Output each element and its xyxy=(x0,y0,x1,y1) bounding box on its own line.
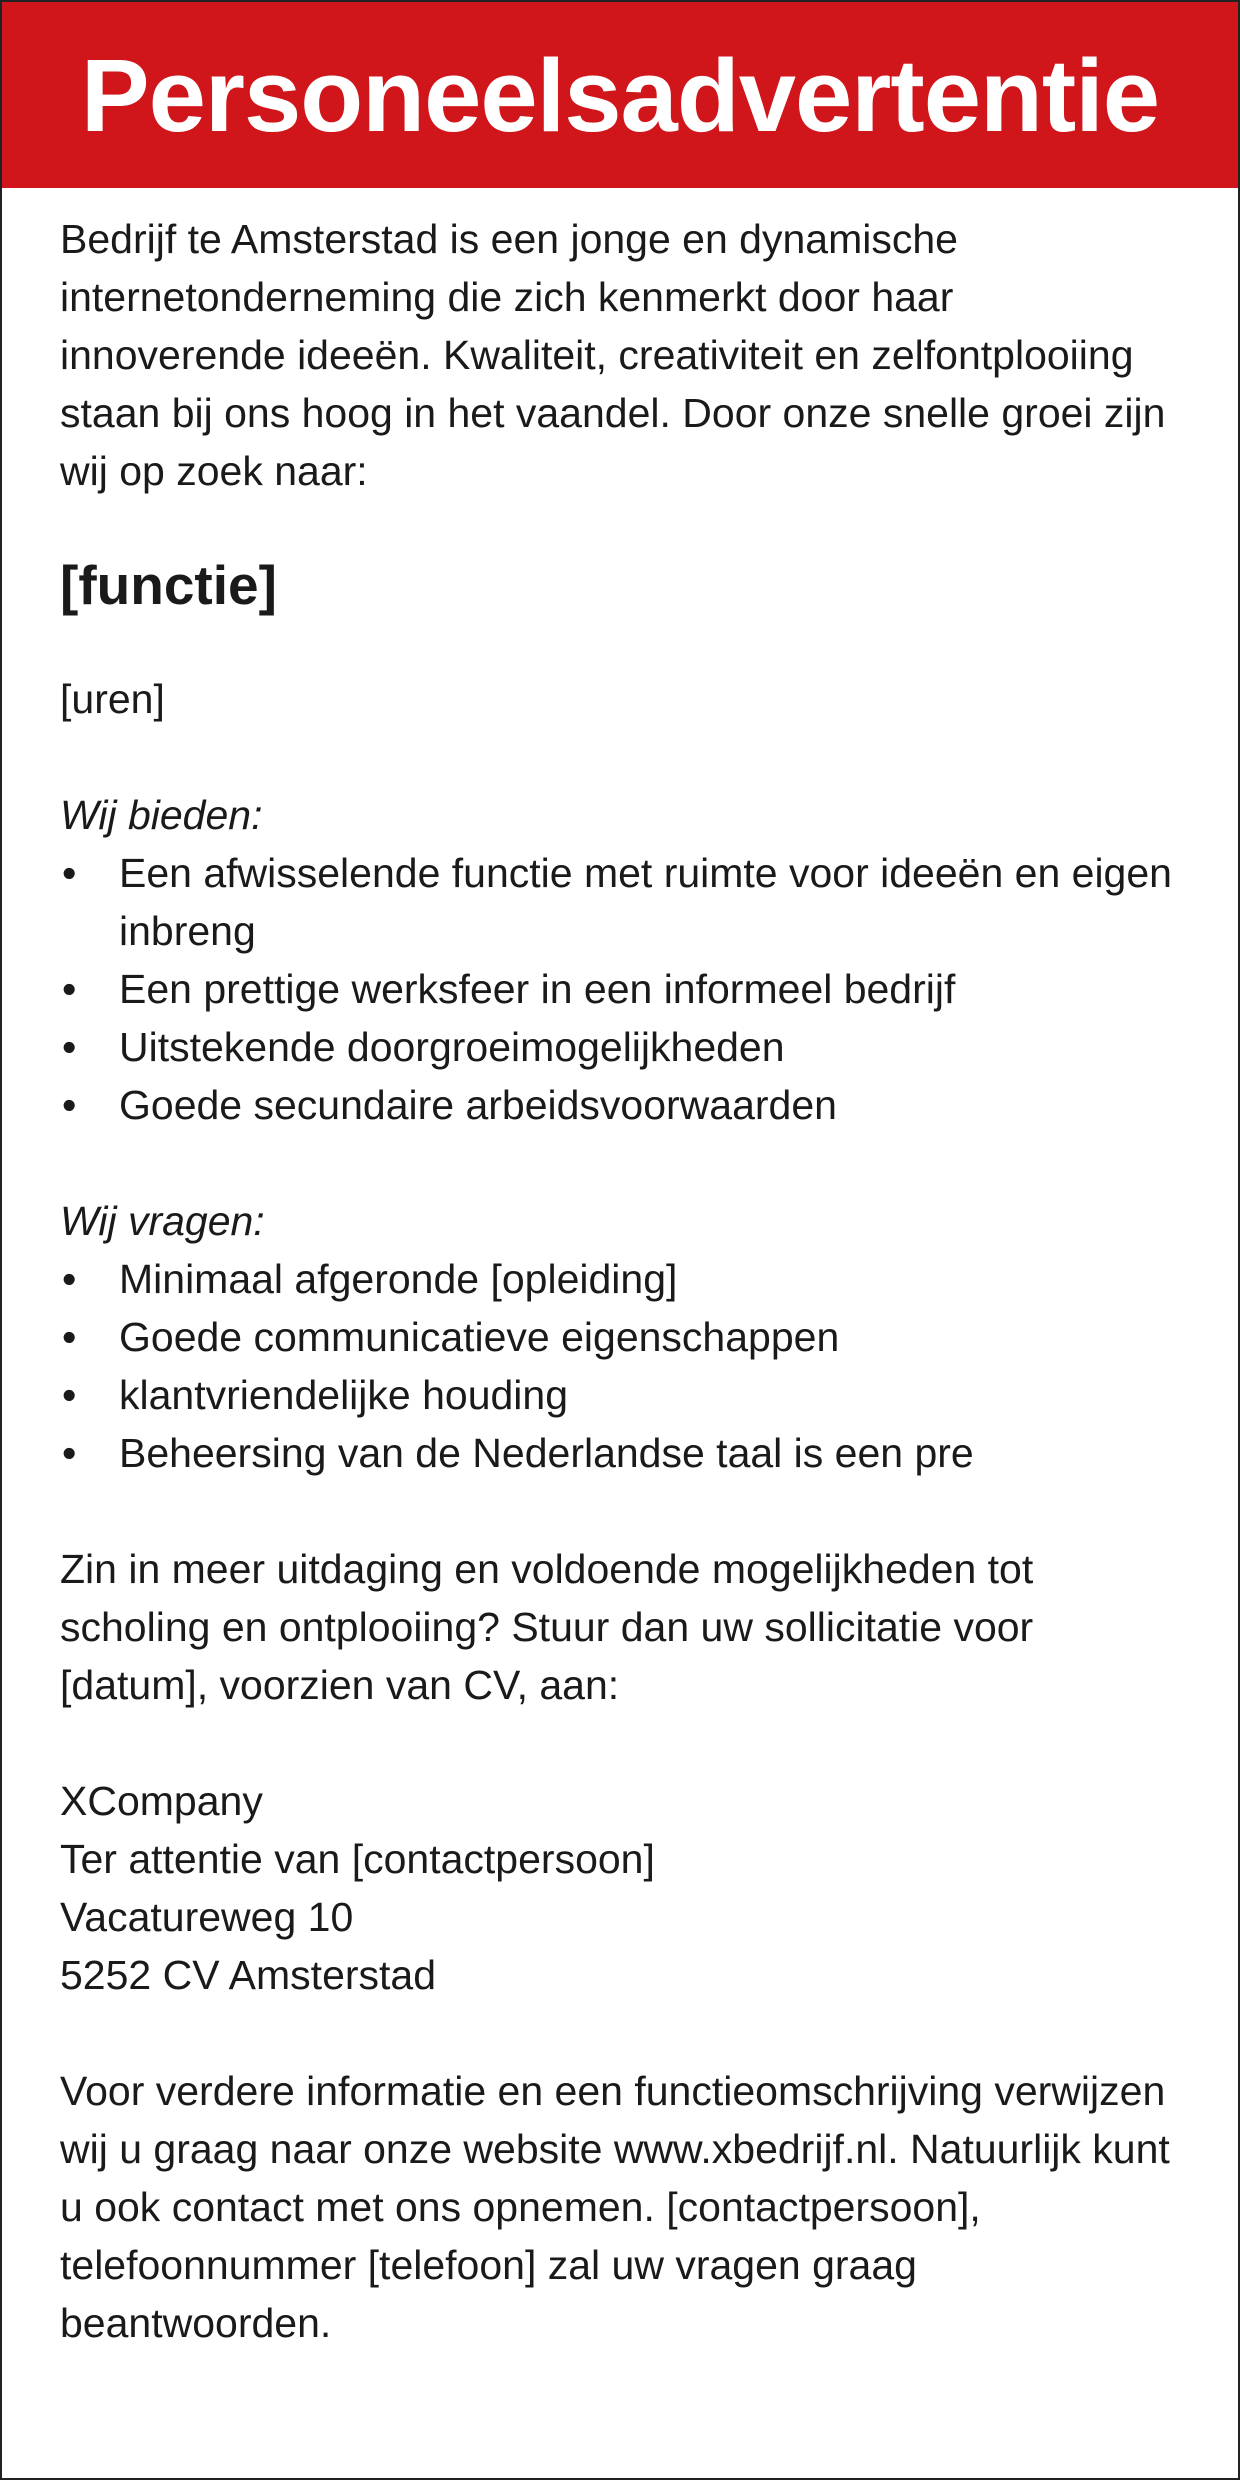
address-attention: Ter attentie van [contactpersoon] xyxy=(60,1836,655,1882)
hours-text: [uren] xyxy=(60,676,165,722)
application-paragraph: Zin in meer uitdaging en voldoende mogelijkheden tot scholing en ontplooiing? Stuur dan uw sollicitatie voor [datum], voorzien van CV, aan: xyxy=(60,1546,1034,1708)
advertisement-body xyxy=(60,210,1180,2352)
list-item xyxy=(60,1076,1180,1134)
list-item-text: klantvriendelijke houding xyxy=(119,1372,569,1418)
job-title: [functie] xyxy=(60,554,277,616)
list-item xyxy=(60,1018,1180,1076)
list-item xyxy=(60,844,1180,960)
list-item-text: Minimaal afgeronde [opleiding] xyxy=(119,1256,678,1302)
closing-paragraph: Voor verdere informatie en een functieomschrijving verwijzen wij u graag naar onze website www.xbedrijf.nl. Natuurlijk kunt u ook contact met ons opnemen. [contactpersoon], telefoonnummer [telefoon] zal uw vragen graag beantwoorden. xyxy=(60,2068,1170,2346)
list-item xyxy=(60,1308,1180,1366)
bullet-icon: • xyxy=(62,1256,77,1302)
address-street: Vacatureweg 10 xyxy=(60,1894,354,1940)
address-company: XCompany xyxy=(60,1778,263,1824)
address-block xyxy=(60,1772,1180,2004)
list-item-text: Goede secundaire arbeidsvoorwaarden xyxy=(119,1082,837,1128)
address-city: 5252 CV Amsterstad xyxy=(60,1952,437,1998)
page-title: Personeelsadvertentie xyxy=(80,38,1160,153)
header-banner xyxy=(2,2,1238,188)
list-item xyxy=(60,1366,1180,1424)
offer-heading: Wij bieden: xyxy=(60,792,263,838)
offer-list xyxy=(60,844,1180,1134)
requirements-list xyxy=(60,1250,1180,1482)
bullet-icon: • xyxy=(62,1314,77,1360)
bullet-icon: • xyxy=(62,966,77,1012)
list-item-text: Uitstekende doorgroeimogelijkheden xyxy=(119,1024,785,1070)
bullet-icon: • xyxy=(62,1372,77,1418)
intro-paragraph: Bedrijf te Amsterstad is een jonge en dynamische internetonderneming die zich kenmerkt door haar innoverende ideeën. Kwaliteit, creativiteit en zelfontplooiing staan bij ons hoog in het vaandel. Door onze snelle groei zijn wij op zoek naar: xyxy=(60,216,1166,494)
bullet-icon: • xyxy=(62,1430,77,1476)
list-item-text: Beheersing van de Nederlandse taal is een pre xyxy=(119,1430,974,1476)
list-item xyxy=(60,1250,1180,1308)
list-item xyxy=(60,960,1180,1018)
list-item-text: Goede communicatieve eigenschappen xyxy=(119,1314,840,1360)
list-item xyxy=(60,1424,1180,1482)
bullet-icon: • xyxy=(62,1024,77,1070)
requirements-heading: Wij vragen: xyxy=(60,1198,265,1244)
bullet-icon: • xyxy=(62,1082,77,1128)
list-item-text: Een prettige werksfeer in een informeel bedrijf xyxy=(119,966,956,1012)
bullet-icon: • xyxy=(62,850,77,896)
list-item-text: Een afwisselende functie met ruimte voor ideeën en eigen inbreng xyxy=(119,850,1172,954)
